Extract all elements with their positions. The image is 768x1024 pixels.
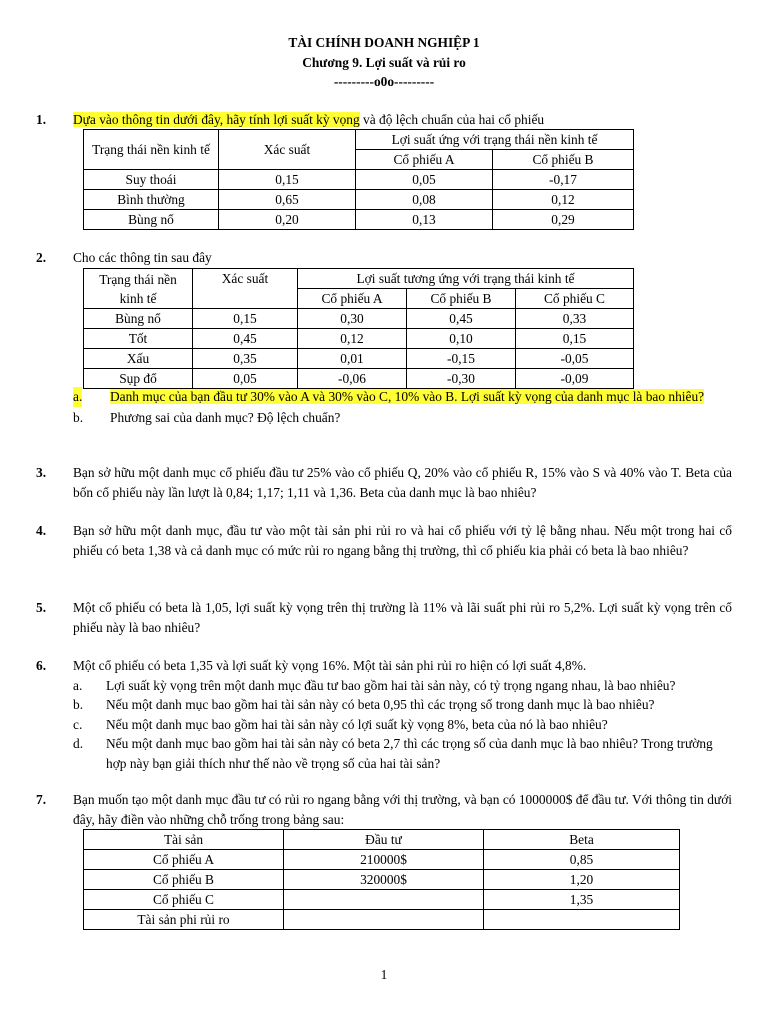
table-row (84, 170, 634, 190)
sub-text: Lợi suất kỳ vọng trên một danh mục đầu tư bao gồm hai tài sản này, có tỷ trọng ngang nhau, là bao nhiêu? (106, 677, 676, 693)
sub-item-b (73, 408, 732, 428)
cell: 0,05 (193, 369, 298, 389)
cell: 0,20 (219, 210, 356, 230)
col-header-b: Cổ phiếu B (493, 150, 634, 170)
question-2 (36, 248, 732, 268)
table-row (84, 210, 634, 230)
cell: Bùng nổ (84, 210, 219, 230)
cell: Sụp đổ (84, 369, 193, 389)
question-4 (36, 521, 732, 560)
table-row (84, 369, 634, 389)
cell: Tốt (84, 329, 193, 349)
cell: 0,15 (193, 309, 298, 329)
cell: -0,09 (516, 369, 634, 389)
question-text: Một cổ phiếu có beta là 1,05, lợi suất kỳ vọng trên thị trường là 11% và lãi suất phi rủi ro 5,2%. Lợi suất kỳ vọng trên cổ phiếu này là bao nhiêu? (73, 600, 732, 635)
sub-item-b (73, 695, 732, 715)
question-number: 4. (36, 523, 47, 538)
table-row (84, 349, 634, 369)
cell: 320000$ (284, 870, 484, 890)
question-text: Một cổ phiếu có beta 1,35 và lợi suất kỳ vọng 16%. Một tài sản phi rủi ro hiện có lợi suất 4,8%. (73, 658, 587, 673)
cell: 0,33 (516, 309, 634, 329)
cell: Suy thoái (84, 170, 219, 190)
cell: Cổ phiếu A (84, 850, 284, 870)
cell: -0,17 (493, 170, 634, 190)
sub-item-a (73, 387, 732, 407)
cell: 1,35 (484, 890, 680, 910)
cell: 0,12 (493, 190, 634, 210)
cell: Xấu (84, 349, 193, 369)
sub-text: Danh mục của bạn đầu tư 30% vào A và 30% vào C, 10% vào B. Lợi suất kỳ vọng của danh mục là bao nhiêu? (110, 389, 705, 404)
cell-empty (284, 890, 484, 910)
sub-item-a (73, 676, 732, 696)
question-1 (36, 110, 732, 130)
question-7 (36, 790, 732, 829)
sub-label: c. (73, 716, 83, 732)
cell-empty (284, 910, 484, 930)
cell: 0,35 (193, 349, 298, 369)
table-row (84, 870, 680, 890)
col-header-group: Lợi suất ứng với trạng thái nền kinh tế (356, 130, 634, 150)
question-6 (36, 656, 732, 774)
cell-empty (484, 910, 680, 930)
cell: Bình thường (84, 190, 219, 210)
col-header-prob: Xác suất (219, 130, 356, 170)
doc-subtitle: Chương 9. Lợi suất và rủi ro (302, 55, 466, 70)
cell: 0,15 (219, 170, 356, 190)
cell: -0,30 (407, 369, 516, 389)
question-number: 7. (36, 792, 47, 807)
page-number: 1 (380, 967, 388, 982)
question-number: 2. (36, 250, 47, 265)
col-header-a: Cổ phiếu A (298, 289, 407, 309)
cell: Bùng nổ (84, 309, 193, 329)
cell: 210000$ (284, 850, 484, 870)
sub-item-d (73, 734, 732, 773)
sub-label: d. (73, 736, 84, 752)
question-2-parts (36, 387, 732, 427)
question-text: Cho các thông tin sau đây (73, 250, 212, 265)
col-header-state: Trạng thái nền kinh tế (84, 130, 219, 170)
question-number: 3. (36, 465, 47, 480)
question-number: 5. (36, 600, 47, 615)
cell: 0,12 (298, 329, 407, 349)
cell: 0,10 (407, 329, 516, 349)
sub-label: b. (73, 697, 84, 713)
table-row (84, 329, 634, 349)
col-header-beta: Beta (484, 830, 680, 850)
cell: 0,05 (356, 170, 493, 190)
cell: 0,01 (298, 349, 407, 369)
question-number: 6. (36, 658, 47, 673)
cell: 1,20 (484, 870, 680, 890)
doc-title: TÀI CHÍNH DOANH NGHIỆP 1 (288, 35, 480, 50)
col-header-c: Cổ phiếu C (516, 289, 634, 309)
cell: 0,13 (356, 210, 493, 230)
question-text: Bạn sở hữu một danh mục cổ phiếu đầu tư 25% vào cổ phiếu Q, 20% vào cổ phiếu R, 15% vào S và 40% vào T. Beta của bốn cổ phiếu này lần lượt là 0,84; 1,17; 1,11 và 1,36. Beta của danh mục là bao nhiêu? (73, 465, 732, 500)
question-number: 1. (36, 112, 47, 127)
sub-text: Nếu một danh mục bao gồm hai tài sản này có beta 2,7 thì các trọng số của danh mục là bao nhiêu? Trong trường hợp này bạn giải thích như thế nào về trọng số của hai tài sản? (106, 736, 713, 771)
question-3 (36, 463, 732, 502)
doc-divider: ---------o0o--------- (333, 74, 435, 89)
table-q7 (83, 829, 680, 930)
question-text: Bạn muốn tạo một danh mục đầu tư có rủi ro ngang bằng với thị trường, và bạn có 1000000$ để đầu tư. Với thông tin dưới đây, hãy điền vào những chỗ trống trong bảng sau: (73, 792, 732, 827)
question-5 (36, 598, 732, 637)
cell: 0,08 (356, 190, 493, 210)
table-row (84, 890, 680, 910)
table-row (84, 309, 634, 329)
cell: -0,05 (516, 349, 634, 369)
table-row (84, 850, 680, 870)
table-q2 (83, 268, 634, 389)
highlighted-text: Dựa vào thông tin dưới đây, hãy tính lợi suất kỳ vọng (73, 112, 360, 127)
table-row (84, 190, 634, 210)
cell: 0,85 (484, 850, 680, 870)
question-text: và độ lệch chuẩn của hai cổ phiếu (359, 112, 545, 127)
sub-item-c (73, 715, 732, 735)
sub-label: b. (73, 409, 84, 425)
question-text: Bạn sở hữu một danh mục, đầu tư vào một tài sản phi rủi ro và hai cổ phiếu với tỷ lệ bằng nhau. Nếu một trong hai cổ phiếu có beta 1,38 và cả danh mục có mức rủi ro ngang bằng thị trường, thì cổ phiếu kia phải có beta là bao nhiêu? (73, 523, 732, 558)
cell: Cổ phiếu C (84, 890, 284, 910)
col-header-prob: Xác suất (193, 269, 298, 309)
sub-text: Nếu một danh mục bao gồm hai tài sản này có beta 0,95 thì các trọng số trong danh mục là bao nhiêu? (106, 697, 655, 713)
col-header-investment: Đầu tư (284, 830, 484, 850)
col-header-b: Cổ phiếu B (407, 289, 516, 309)
col-header-state: Trạng thái nền kinh tế (84, 269, 193, 309)
cell: Tài sản phi rủi ro (84, 910, 284, 930)
cell: 0,15 (516, 329, 634, 349)
sub-label: a. (73, 387, 82, 407)
cell: 0,30 (298, 309, 407, 329)
table-row (84, 910, 680, 930)
col-header-a: Cổ phiếu A (356, 150, 493, 170)
cell: 0,45 (407, 309, 516, 329)
cell: Cổ phiếu B (84, 870, 284, 890)
col-header-asset: Tài sản (84, 830, 284, 850)
col-header-group: Lợi suất tương ứng với trạng thái kinh tế (298, 269, 634, 289)
cell: 0,65 (219, 190, 356, 210)
sub-text: Phương sai của danh mục? Độ lệch chuẩn? (110, 409, 341, 425)
cell: -0,15 (407, 349, 516, 369)
cell: 0,29 (493, 210, 634, 230)
cell: -0,06 (298, 369, 407, 389)
sub-label: a. (73, 677, 83, 693)
sub-text: Nếu một danh mục bao gồm hai tài sản này có lợi suất kỳ vọng 8%, beta của nó là bao nhiêu? (106, 716, 608, 732)
cell: 0,45 (193, 329, 298, 349)
table-q1 (83, 129, 634, 230)
